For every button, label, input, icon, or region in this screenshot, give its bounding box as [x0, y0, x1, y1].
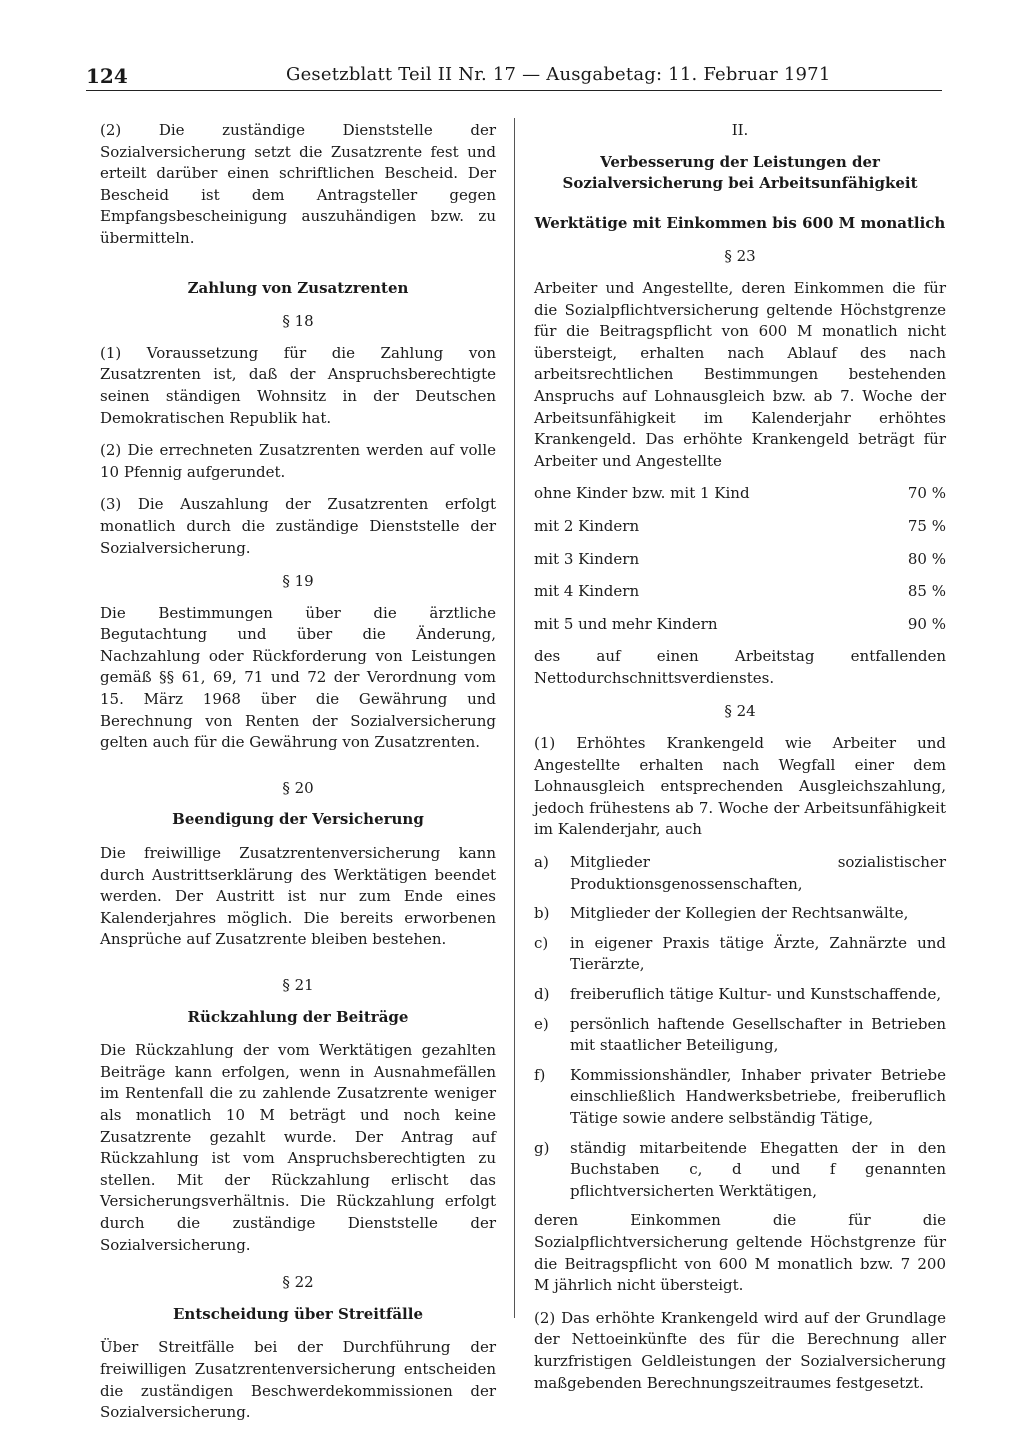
rate-table [534, 483, 946, 635]
list-item [534, 984, 946, 1006]
s19-paragraph-1: Die Bestimmungen über die ärztliche Begutachtung und über die Änderung, Nachzahlung oder Rückforderung von Leistungen gemäß §§ 61, 69, 71 und 72 der Verordnung vom 15. März 1968 über die Gewährung und Berechnung von Renten der Sozialversicherung gelten auch für die Gewährung von Zusatzrenten. [100, 603, 496, 752]
left-column [100, 120, 496, 1435]
s21-paragraph-1: Die Rückzahlung der vom Werktätigen gezahlten Beiträge kann erfolgen, wenn in Ausnahmefällen im Rentenfall die zu zahlende Zusatzrente weniger als monatlich 10 M beträgt und noch keine Zusatzrente gezahlt wurde. Der Antrag auf Rückzahlung ist vom Anspruchsberechtigten zu stellen. Mit der Rückzahlung erlischt das Versicherungsverhältnis. Die Rückzahlung erfolgt durch die zuständige Dienststelle der Sozialversicherung. [100, 1041, 496, 1254]
list-marker: b) [534, 904, 550, 923]
list-marker: d) [534, 985, 550, 1003]
list-item [534, 933, 946, 976]
list-item [534, 1138, 946, 1203]
s20-paragraph-1: Die freiwillige Zusatzrentenversicherung kann durch Austrittserklärung des Werktätigen beendet werden. Der Austritt ist nur zum Ende eines Kalenderjahres möglich. Die bereits erworbenen Ansprüche auf Zusatzrente bleiben bestehen. [100, 844, 496, 949]
list-text: in eigener Praxis tätige Ärzte, Zahnärzte und Tierärzte, [570, 933, 946, 974]
section-18: § 18 [282, 312, 314, 331]
s24-paragraph-2: deren Einkommen die für die Sozialpflichtversicherung geltende Höchstgrenze für die Beitragspflicht von 600 M monatlich bzw. 7 200 M jährlich nicht übersteigt. [534, 1211, 946, 1295]
rate-value: 75 % [907, 516, 946, 535]
s22-paragraph-1: Über Streitfälle bei der Durchführung der freiwilligen Zusatzrentenversicherung entscheiden die zuständigen Beschwerdekommissionen der Sozialversicherung. [100, 1338, 496, 1422]
heading-streitfaelle: Entscheidung über Streitfälle [172, 1304, 423, 1323]
header-title: Gesetzblatt Teil II Nr. 17 — Ausgabetag: 11. Februar 1971 [286, 64, 831, 85]
list-marker: f) [534, 1065, 546, 1084]
s24-paragraph-1: (1) Erhöhtes Krankengeld wie Arbeiter und Angestellte erhalten nach Wegfall einer dem Lohnausgleich entsprechenden Ausgleichszahlung, jedoch frühestens ab 7. Woche der Arbeitsunfähigkeit im Kalenderjahr, auch [534, 734, 946, 839]
rate-row [534, 483, 946, 505]
rate-label: mit 2 Kindern [534, 516, 640, 535]
list-text: Mitglieder der Kollegien der Rechtsanwälte, [570, 904, 909, 923]
section-19: § 19 [282, 572, 314, 591]
rate-row [534, 581, 946, 603]
rate-row [534, 516, 946, 538]
list-item [534, 903, 946, 925]
section-21: § 21 [282, 976, 314, 994]
list-item [534, 852, 946, 895]
s18-paragraph-3: (3) Die Auszahlung der Zusatzrenten erfolgt monatlich durch die zuständige Dienststelle der Sozialversicherung. [100, 495, 496, 557]
part-number: II. [731, 121, 749, 139]
rate-label: mit 4 Kindern [534, 582, 640, 601]
rate-row [534, 549, 946, 571]
s23-paragraph-1: Arbeiter und Angestellte, deren Einkommen die für die Sozialpflichtversicherung geltende Höchstgrenze für die Beitragspflicht von 600 M monatlich nicht übersteigt, erhalten nach Ablauf des nach arbeitsrechtlichen Bestimmungen bestehenden Anspruchs auf Lohnausgleich bzw. ab 7. Woche der Arbeitsunfähigkeit im Kalenderjahr erhöhtes Krankengeld. Das erhöhte Krankengeld beträgt für Arbeiter und Angestellte [534, 278, 946, 470]
heading-werktaetige: Werktätige mit Einkommen bis 600 M monatlich [534, 213, 946, 232]
heading-beendigung: Beendigung der Versicherung [172, 810, 424, 829]
section-20: § 20 [282, 778, 314, 797]
rate-value: 70 % [907, 484, 946, 503]
list-marker: a) [534, 853, 549, 872]
list-text: Mitglieder sozialistischer Produktionsgenossenschaften, [570, 853, 946, 893]
s18-paragraph-1: (1) Voraussetzung für die Zahlung von Zusatzrenten ist, daß der Anspruchsberechtigte seinen ständigen Wohnsitz in der Deutschen Demokratischen Republik hat. [100, 343, 496, 427]
s23-paragraph-2: des auf einen Arbeitstag entfallenden Nettodurchschnittsverdienstes. [534, 647, 946, 687]
list-marker: e) [534, 1014, 549, 1033]
rate-label: mit 3 Kindern [534, 549, 640, 568]
list-item [534, 1065, 946, 1130]
page-number: 124 [86, 64, 128, 88]
heading-verbesserung: Verbesserung der Leistungen der Sozialversicherung bei Arbeitsunfähigkeit [562, 152, 918, 193]
list-text: ständig mitarbeitende Ehegatten der in den Buchstaben c, d und f genannten pflichtversicherten Werktätigen, [570, 1138, 946, 1200]
page-header [86, 62, 942, 91]
rate-value: 85 % [907, 582, 946, 601]
list-marker: c) [534, 933, 549, 952]
right-column [534, 120, 946, 1405]
list-text: freiberuflich tätige Kultur- und Kunstschaffende, [570, 985, 942, 1003]
section-23: § 23 [724, 247, 756, 266]
s18-paragraph-2: (2) Die errechneten Zusatzrenten werden auf volle 10 Pfennig aufgerundet. [100, 441, 496, 481]
s24-paragraph-3: (2) Das erhöhte Krankengeld wird auf der Grundlage der Nettoeinkünfte des für die Berechnung aller kurzfristigen Geldleistungen der Sozialversicherung maßgebenden Berechnungszeitraumes festgesetzt. [534, 1308, 946, 1392]
section-22: § 22 [282, 1273, 314, 1292]
list-marker: g) [534, 1138, 550, 1157]
rate-value: 90 % [907, 614, 946, 633]
list-text: Kommissionshändler, Inhaber privater Betriebe einschließlich Handwerksbetriebe, freiberuflich Tätige sowie andere selbständig Tätige, [570, 1065, 946, 1127]
column-divider [514, 118, 515, 1318]
rate-value: 80 % [907, 549, 946, 568]
heading-zahlung: Zahlung von Zusatzrenten [187, 278, 409, 297]
rate-label: ohne Kinder bzw. mit 1 Kind [534, 484, 750, 503]
rate-row [534, 614, 946, 636]
beneficiary-list [534, 852, 946, 1202]
list-text: persönlich haftende Gesellschafter in Betrieben mit staatlicher Beteiligung, [570, 1014, 946, 1055]
section-24: § 24 [724, 702, 756, 721]
rate-label: mit 5 und mehr Kindern [534, 614, 718, 633]
list-item [534, 1014, 946, 1057]
paragraph-intro: (2) Die zuständige Dienststelle der Sozialversicherung setzt die Zusatzrente fest und erteilt darüber einen schriftlichen Bescheid. Der Bescheid ist dem Antragsteller gegen Empfangsbescheinigung auszuhändigen bzw. zu übermitteln. [100, 121, 496, 247]
heading-rueckzahlung: Rückzahlung der Beiträge [187, 1007, 409, 1026]
